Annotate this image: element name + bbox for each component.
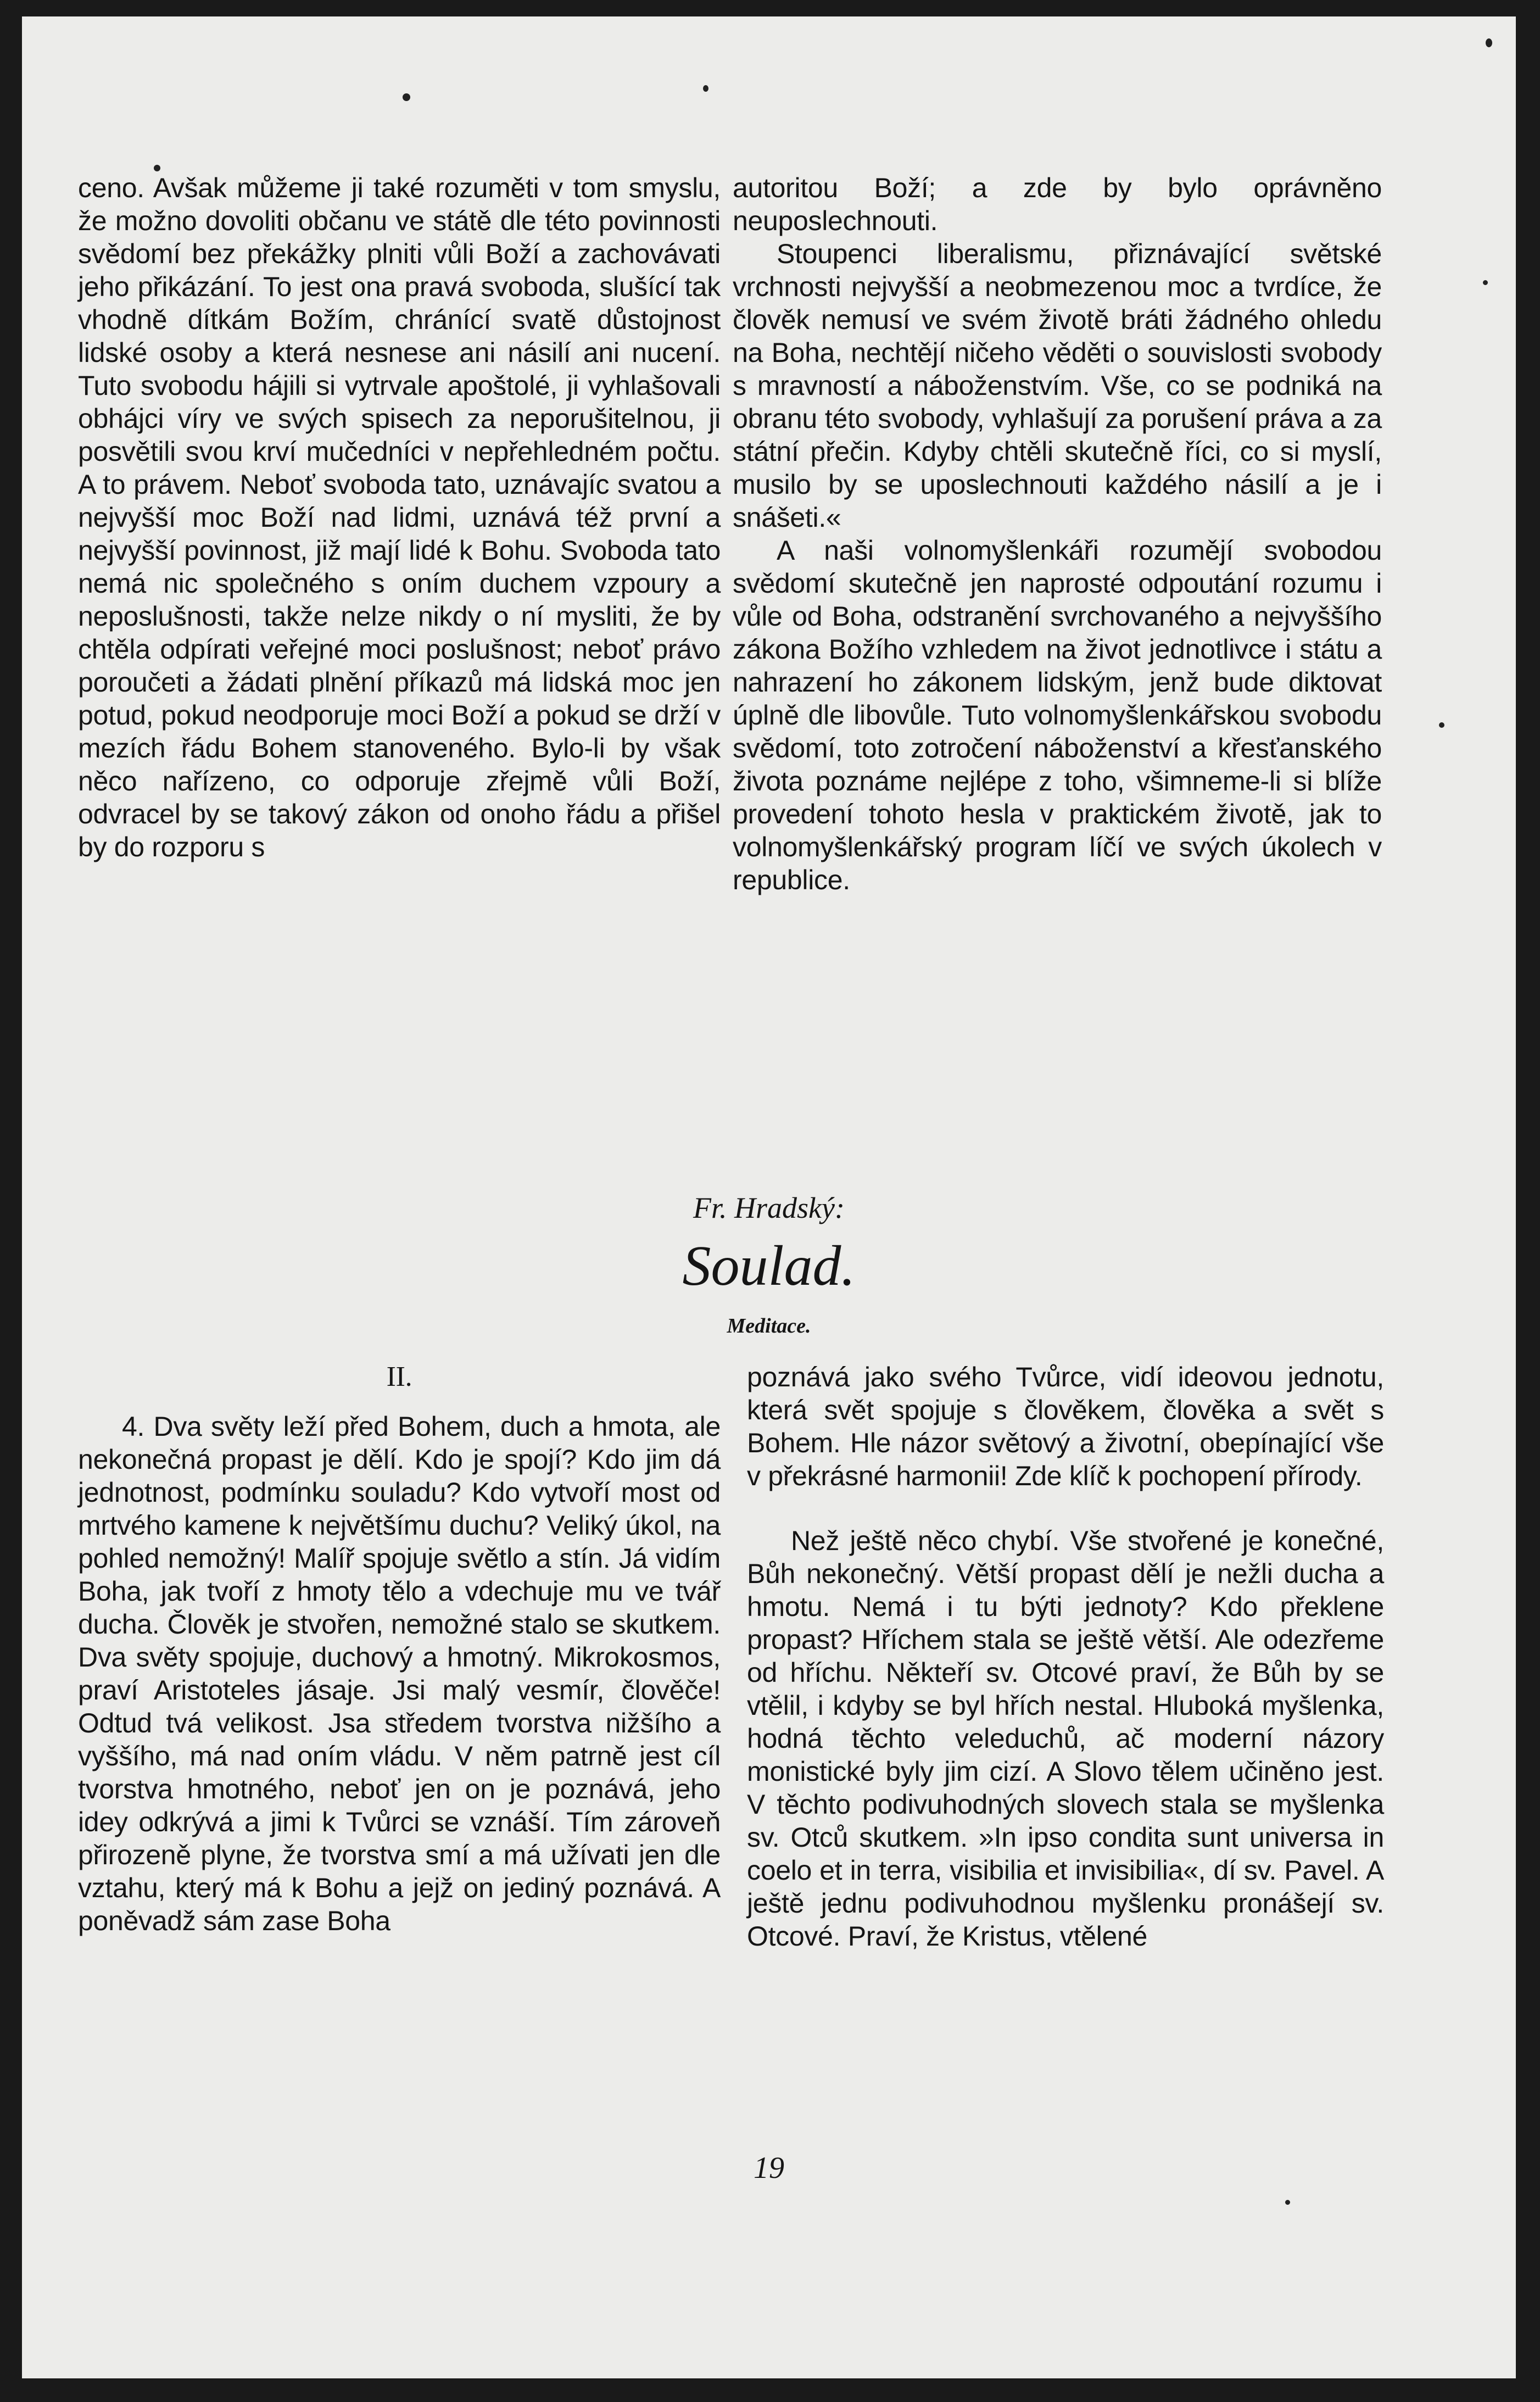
scan-speck xyxy=(1486,38,1492,47)
paragraph: Než ještě něco chybí. Vše stvořené je konečné, Bůh nekonečný. Větší propast dělí je nežli ducha a hmotu. Nemá i tu býti jednoty? Kdo překlene propast? Hříchem stala se ještě větší. Ale odezřeme od hříchu. Někteří sv. Otcové praví, že Bůh by se vtělil, i kdyby se byl hřích nestal. Hluboká myšlenka, hodná těchto veleduchů, ač moderní názory monistické byly jim cizí. A Slovo tělem učiněno jest. V těchto podivuhodných slovech stala se myšlenka sv. Otců skutkem. »In ipso condita sunt universa in coelo et in terra, visibilia et invisibilia«, dí sv. Pavel. A ještě jednu podivuhodnou myšlenku pronášejí sv. Otcové. Praví, že Kristus, vtělené xyxy=(747,1525,1384,1952)
scan-speck xyxy=(703,85,708,92)
scan-speck xyxy=(1439,722,1444,728)
scan-speck xyxy=(403,93,410,101)
paragraph: Stoupenci liberalismu, přiznávající světské vrchnosti nejvyšší a neobmezenou moc a tvrdíce, že člověk nemusí ve svém životě bráti žádného ohledu na Boha, nechtějí ničeho věděti o souvislosti svobody s mravností a náboženstvím. Vše, co se podniká na obranu této svobody, vyhlašují za porušení práva a za státní přečin. Kdyby chtěli skutečně říci, co si myslí, musilo by se uposlechnouti každého násilí a je i snášeti.« xyxy=(733,238,1382,533)
scan-speck xyxy=(1483,280,1488,285)
bottom-left-column xyxy=(78,1361,721,1937)
paragraph: autoritou Boží; a zde by bylo oprávněno neuposlechnouti. xyxy=(733,172,1382,236)
article-subtitle: Meditace. xyxy=(727,1314,811,1337)
scanned-page xyxy=(22,16,1516,2378)
top-right-column xyxy=(733,171,1382,896)
scan-speck xyxy=(1285,2200,1290,2205)
paragraph: A naši volnomyšlenkáři rozumějí svobodou svědomí skutečně jen naprosté odpoutání rozumu i vůle od Boha, odstranění svrchovaného a nejvyššího zákona Božího vzhledem na život jednotlivce i státu a nahrazení ho zákonem lidským, jenž bude diktovat úplně dle libovůle. Tuto volnomyšlenkářskou svobodu svědomí, toto zotročení náboženství a křesťanského života poznáme nejlépe z toho, všimneme-li si blíže provedení tohoto hesla v praktickém životě, jak to volnomyšlenkářský program líčí ve svých úkolech v republice. xyxy=(733,535,1382,895)
article-author: Fr. Hradský: xyxy=(693,1191,845,1224)
paragraph: ceno. Avšak můžeme ji také rozuměti v tom smyslu, že možno dovoliti občanu ve státě dle této povinnosti svědomí bez překážky plniti vůli Boží a zachovávati jeho přikázání. To jest ona pravá svoboda, slušící tak vhodně dítkám Božím, chránící svatě důstojnost lidské osoby a která nesnese ani násilí ani nucení. Tuto svobodu hájili si vytrvale apoštolé, ji vyhlašovali obhájci víry ve svých spisech za neporušitelnou, ji posvětili svou krví mučedníci v nepřehledném počtu. A to právem. Neboť svoboda tato, uznávajíc svatou a nejvyšší moc Boží nad lidmi, uznává též první a nejvyšší povinnost, již mají lidé k Bohu. Svoboda tato nemá nic společného s oním duchem vzpoury a neposlušnosti, takže nelze nikdy o ní mysliti, že by chtěla odpírati veřejné moci poslušnost; neboť právo poroučeti a žádati plnění příkazů má lidská moc jen potud, pokud neodporuje moci Boží a pokud se drží v mezích řádu Bohem stanoveného. Bylo-li by však něco nařízeno, co odporuje zřejmě vůli Boží, odvracel by se takový zákon od onoho řádu a přišel by do rozporu s xyxy=(78,172,721,862)
bottom-right-column xyxy=(747,1361,1384,1953)
paragraph: 4. Dva světy leží před Bohem, duch a hmota, ale nekonečná propast je dělí. Kdo je spojí? Kdo jim dá jednotnost, podmínku souladu? Kdo vytvoří most od mrtvého kamene k největšímu duchu? Veliký úkol, na pohled nemožný! Malíř spojuje světlo a stín. Já vidím Boha, jak tvoří z hmoty tělo a vdechuje mu ve tvář ducha. Člověk je stvořen, nemožné stalo se skutkem. Dva světy spojuje, duchový a hmotný. Mikrokosmos, praví Aristoteles jásaje. Jsi malý vesmír, člověče! Odtud tvá velikost. Jsa středem tvorstva nižšího a vyššího, má nad oním vládu. V něm patrně jest cíl tvorstva hmotného, neboť jen on je poznává, jeho idey odkrývá a jimi k Tvůrci se vznáší. Tím zároveň přirozeně plyne, že tvorstva smí a má užívati jen dle vztahu, který má k Bohu a jejž on jediný poznává. A poněvadž sám zase Boha xyxy=(78,1411,721,1936)
page-number: 19 xyxy=(754,2151,784,2185)
section-number: II. xyxy=(386,1361,412,1392)
top-left-column xyxy=(78,171,721,863)
article-title: Soulad. xyxy=(682,1234,856,1297)
paragraph: poznává jako svého Tvůrce, vidí ideovou jednotu, která svět spojuje s člověkem, člověka a svět s Bohem. Hle názor světový a životní, obepínající vše v překrásné harmonii! Zde klíč k pochopení přírody. xyxy=(747,1362,1384,1491)
scan-speck xyxy=(154,165,160,171)
